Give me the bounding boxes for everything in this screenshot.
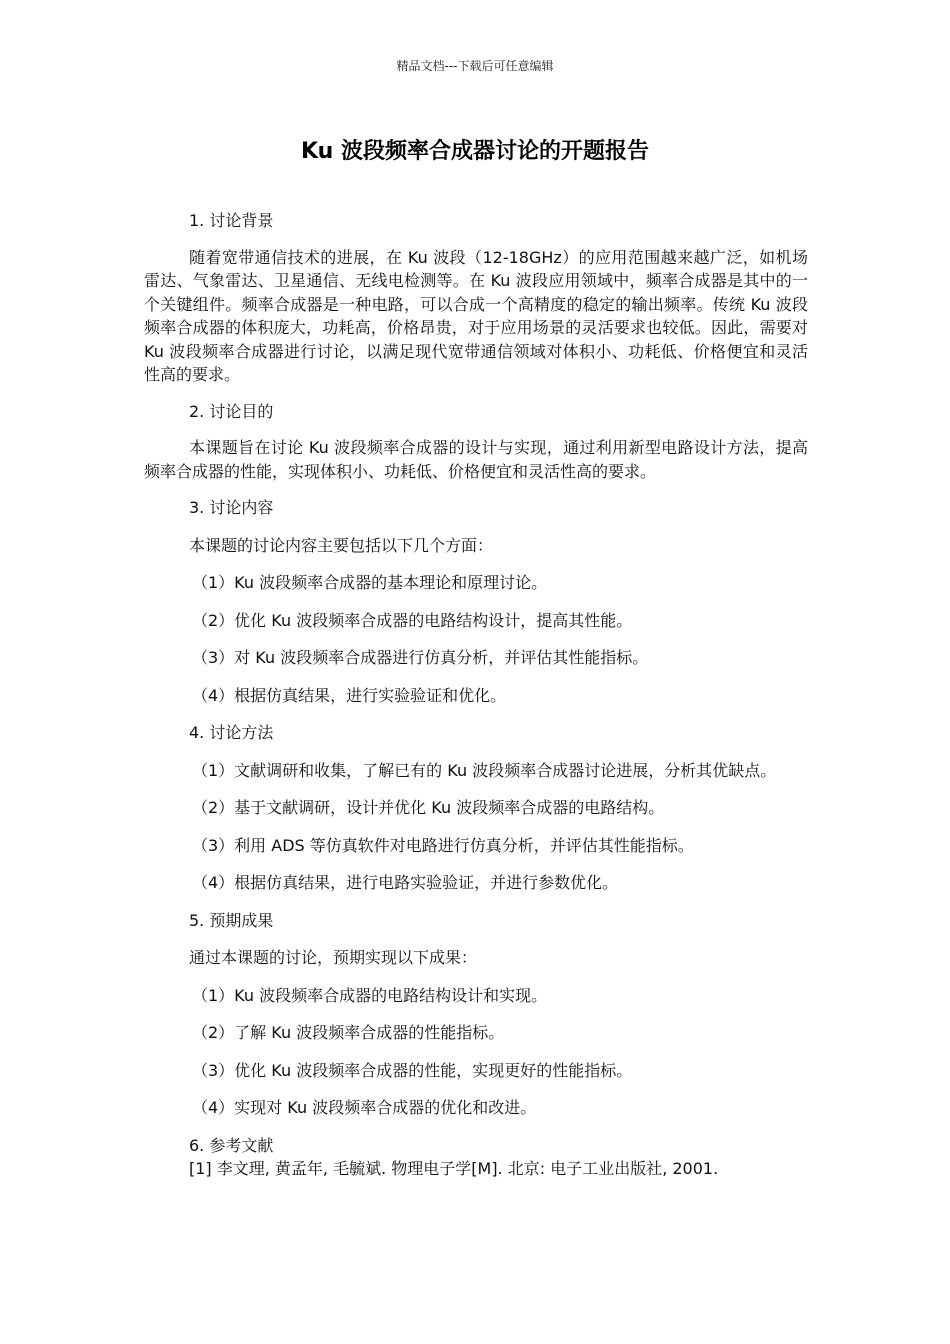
background-paragraph: 随着宽带通信技术的进展，在 Ku 波段（12-18GHz）的应用范围越来越广泛，如机场雷达、气象雷达、卫星通信、无线电检测等。在 Ku 波段应用领域中，频率合成器是其中的一个关键组件。频率合成器是一种电路，可以合成一个高精度的稳定的输出频率。传统 Ku 波段频率合成器的体积庞大，功耗高，价格昂贵，对于应用场景的灵活要求也较低。因此，需要对 Ku 波段频率合成器进行讨论，以满足现代宽带通信领域对体积小、功耗低、价格便宜和灵活性高的要求。 (144, 247, 808, 384)
list-item: （3）对 Ku 波段频率合成器进行仿真分析，并评估其性能指标。 (192, 648, 649, 667)
section-heading-background: 1. 讨论背景 (189, 211, 274, 230)
expected-results-intro: 通过本课题的讨论，预期实现以下成果： (189, 948, 478, 967)
document-body (144, 209, 808, 1181)
reference-item: [1] 李文理, 黄孟年, 毛毓斌. 物理电子学[M]. 北京: 电子工业出版社, 2001. (189, 1159, 719, 1178)
purpose-paragraph: 本课题旨在讨论 Ku 波段频率合成器的设计与实现，通过利用新型电路设计方法，提高频率合成器的性能，实现体积小、功耗低、价格便宜和灵活性高的要求。 (144, 438, 808, 481)
list-item: （4）实现对 Ku 波段频率合成器的优化和改进。 (192, 1098, 537, 1117)
header-note: 精品文档---下载后可任意编辑 (396, 59, 554, 73)
list-item: （2）了解 Ku 波段频率合成器的性能指标。 (192, 1023, 505, 1042)
list-item: （2）优化 Ku 波段频率合成器的电路结构设计，提高其性能。 (192, 610, 633, 630)
content-intro: 本课题的讨论内容主要包括以下几个方面： (189, 535, 494, 555)
list-item: （1）Ku 波段频率合成器的电路结构设计和实现。 (192, 985, 548, 1005)
list-item: （2）基于文献调研，设计并优化 Ku 波段频率合成器的电路结构。 (192, 798, 665, 817)
section-heading-method: 4. 讨论方法 (189, 723, 274, 742)
section-heading-references: 6. 参考文献 (189, 1135, 274, 1155)
list-item: （1）文献调研和收集，了解已有的 Ku 波段频率合成器讨论进展，分析其优缺点。 (192, 760, 777, 780)
section-heading-purpose: 2. 讨论目的 (189, 401, 274, 421)
list-item: （3）优化 Ku 波段频率合成器的性能，实现更好的性能指标。 (192, 1060, 633, 1080)
document-title: Ku 波段频率合成器讨论的开题报告 (301, 139, 649, 164)
section-heading-content: 3. 讨论内容 (189, 498, 274, 517)
list-item: （1）Ku 波段频率合成器的基本理论和原理讨论。 (192, 573, 548, 592)
list-item: （4）根据仿真结果，进行电路实验验证，并进行参数优化。 (192, 873, 619, 892)
list-item: （3）利用 ADS 等仿真软件对电路进行仿真分析，并评估其性能指标。 (192, 835, 694, 855)
list-item: （4）根据仿真结果，进行实验验证和优化。 (192, 685, 507, 705)
section-heading-expected-results: 5. 预期成果 (189, 910, 274, 930)
